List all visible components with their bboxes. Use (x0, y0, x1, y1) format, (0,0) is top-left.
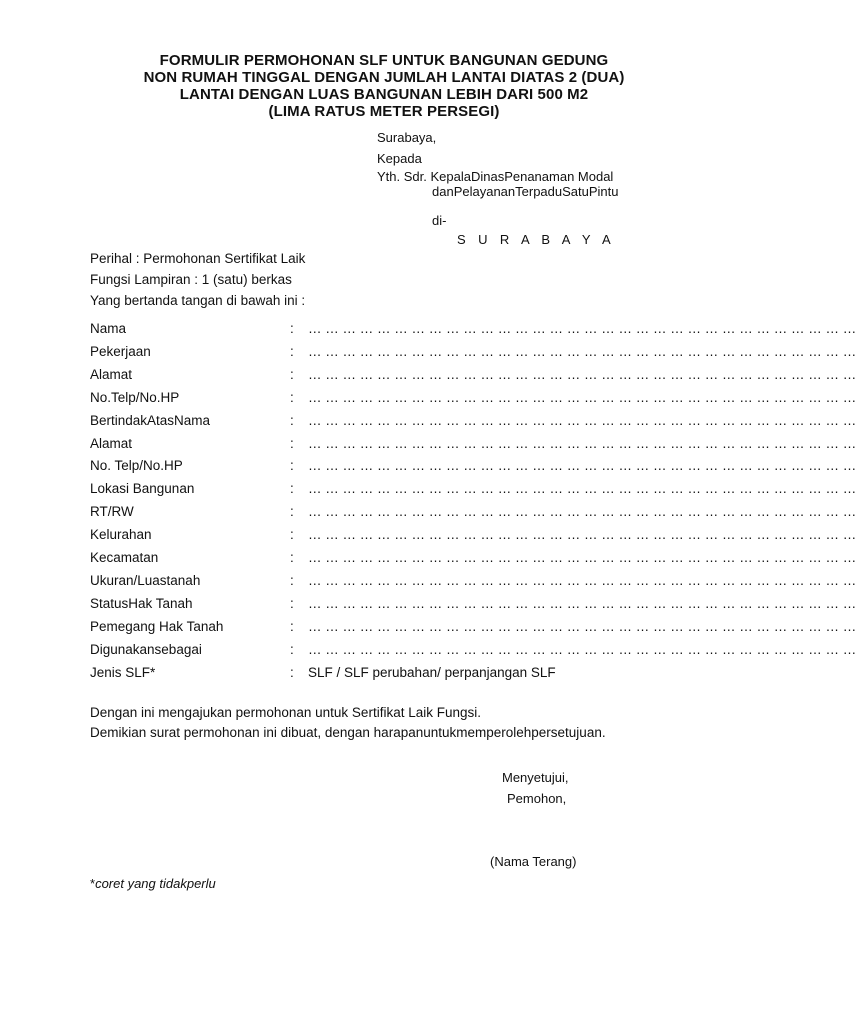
title-line-1: FORMULIR PERMOHONAN SLF UNTUK BANGUNAN GEDUNG (159, 52, 609, 69)
field-value: … … … … … … … … … … … … … … … … … … … … … … … … … … … … … … … … (308, 527, 856, 542)
city-date: Surabaya, (377, 130, 437, 145)
form-row (90, 481, 856, 497)
address-to: Kepada (377, 151, 422, 166)
field-colon: : (290, 504, 294, 519)
field-label: Pekerjaan (90, 344, 151, 359)
approve-label: Menyetujui, (502, 770, 569, 785)
field-label: No. Telp/No.HP (90, 458, 183, 473)
field-value: … … … … … … … … … … … … … … … … … … … … … … … … … … … … … … … … (308, 458, 856, 473)
field-value: … … … … … … … … … … … … … … … … … … … … … … … … … … … … … … … … (308, 573, 856, 588)
field-colon: : (290, 619, 294, 634)
field-label: StatusHak Tanah (90, 596, 193, 611)
title-line-2: NON RUMAH TINGGAL DENGAN JUMLAH LANTAI DIATAS 2 (DUA) (143, 69, 625, 86)
intro-text: Yang bertanda tangan di bawah ini : (90, 293, 306, 308)
field-value: SLF / SLF perubahan/ perpanjangan SLF (308, 665, 556, 680)
field-colon: : (290, 665, 294, 680)
field-value: … … … … … … … … … … … … … … … … … … … … … … … … … … … … … … … … (308, 436, 856, 451)
field-value: … … … … … … … … … … … … … … … … … … … … … … … … … … … … … … … … (308, 321, 856, 336)
field-colon: : (290, 367, 294, 382)
title-line-3: LANTAI DENGAN LUAS BANGUNAN LEBIH DARI 500 M2 (179, 86, 589, 103)
field-value: … … … … … … … … … … … … … … … … … … … … … … … … … … … … … … … … (308, 413, 856, 428)
field-value: … … … … … … … … … … … … … … … … … … … … … … … … … … … … … … … … (308, 596, 856, 611)
field-colon: : (290, 458, 294, 473)
field-colon: : (290, 642, 294, 657)
field-value: … … … … … … … … … … … … … … … … … … … … … … … … … … … … … … … … (308, 367, 856, 382)
form-row (90, 321, 856, 337)
field-label: BertindakAtasNama (90, 413, 211, 428)
field-colon: : (290, 527, 294, 542)
field-value: … … … … … … … … … … … … … … … … … … … … … … … … … … … … … … … … (308, 504, 856, 519)
address-di: di- (432, 213, 447, 228)
footnote (90, 876, 216, 892)
field-label: Ukuran/Luastanah (90, 573, 201, 588)
form-row (90, 504, 856, 520)
field-colon: : (290, 550, 294, 565)
closing-line-1: Dengan ini mengajukan permohonan untuk Sertifikat Laik Fungsi. (90, 705, 481, 720)
form-row (90, 436, 856, 452)
form-title (0, 52, 768, 120)
field-value: … … … … … … … … … … … … … … … … … … … … … … … … … … … … … … … … (308, 642, 856, 657)
form-row (90, 550, 856, 566)
recipient-line-2: danPelayananTerpaduSatuPintu (432, 184, 619, 199)
perihal-line-1: Perihal : Permohonan Sertifikat Laik (90, 251, 306, 266)
form-row (90, 458, 856, 474)
form-row (90, 390, 856, 406)
field-value: … … … … … … … … … … … … … … … … … … … … … … … … … … … … … … … … (308, 619, 856, 634)
field-colon: : (290, 413, 294, 428)
form-row (90, 596, 856, 612)
form-row (90, 527, 856, 543)
field-value: … … … … … … … … … … … … … … … … … … … … … … … … … … … … … … … … (308, 344, 856, 359)
form-row (90, 413, 856, 429)
form-row (90, 619, 856, 635)
field-label: Alamat (90, 436, 133, 451)
closing-line-2: Demikian surat permohonan ini dibuat, dengan harapanuntukmemperolehpersetujuan. (90, 725, 606, 740)
field-colon: : (290, 436, 294, 451)
field-label: Nama (90, 321, 127, 336)
perihal-line-2: Fungsi Lampiran : 1 (satu) berkas (90, 272, 292, 287)
recipient-line-1: Yth. Sdr. KepalaDinasPenanaman Modal (377, 169, 614, 184)
footnote-star: * (90, 876, 96, 891)
form-row (90, 642, 856, 658)
field-label: Jenis SLF* (90, 665, 156, 680)
field-label: Kelurahan (90, 527, 152, 542)
applicant-label: Pemohon, (507, 791, 567, 806)
field-value: … … … … … … … … … … … … … … … … … … … … … … … … … … … … … … … … (308, 481, 856, 496)
field-colon: : (290, 390, 294, 405)
field-value: … … … … … … … … … … … … … … … … … … … … … … … … … … … … … … … … (308, 390, 856, 405)
field-label: Kecamatan (90, 550, 159, 565)
field-label: Pemegang Hak Tanah (90, 619, 224, 634)
field-colon: : (290, 481, 294, 496)
form-row (90, 573, 856, 589)
field-label: Lokasi Bangunan (90, 481, 195, 496)
form-row (90, 367, 856, 383)
name-signature-label: (Nama Terang) (490, 854, 577, 869)
field-label: RT/RW (90, 504, 134, 519)
field-label: Alamat (90, 367, 133, 382)
field-value: … … … … … … … … … … … … … … … … … … … … … … … … … … … … … … … … (308, 550, 856, 565)
field-label: Digunakansebagai (90, 642, 202, 657)
field-colon: : (290, 344, 294, 359)
field-colon: : (290, 321, 294, 336)
field-label: No.Telp/No.HP (90, 390, 180, 405)
form-row (90, 344, 856, 360)
title-line-4: (LIMA RATUS METER PERSEGI) (268, 103, 500, 120)
field-colon: : (290, 573, 294, 588)
address-city: S U R A B A Y A (457, 232, 616, 247)
footnote-text: coret yang tidakperlu (95, 876, 216, 891)
form-row (90, 665, 690, 681)
field-colon: : (290, 596, 294, 611)
